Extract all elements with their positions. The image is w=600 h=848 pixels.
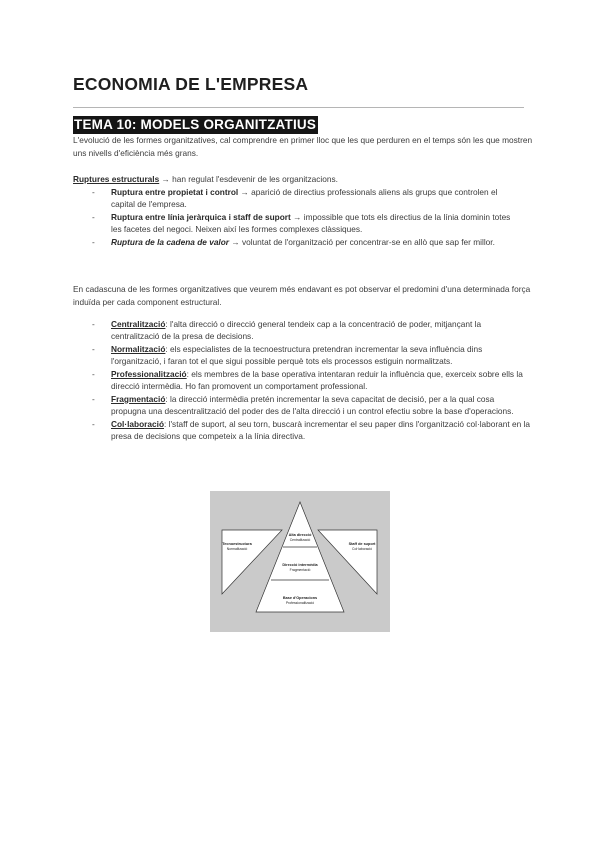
bullet-dash: - — [92, 319, 95, 329]
list-item-label: Col·laboració — [111, 418, 165, 429]
list-item-label: Fragmentació — [111, 393, 166, 404]
bottom-sub: Professionalització — [285, 601, 315, 605]
list-item — [92, 418, 530, 442]
forces-list — [92, 318, 530, 443]
list-item-text: : els membres de la base operativa intentaran reduir la influència que, exerceix sobre ells la direcció intermèdia. Ho fan promovent un comportament professional. — [111, 368, 523, 392]
forces-intro-paragraph: En cadascuna de les formes organitzatives que veurem més endavant es pot observar el predomini d'una determinada força induïda per cada component estructural. — [73, 284, 531, 307]
section-title: TEMA 10: MODELS ORGANITZATIUS — [74, 117, 317, 132]
list-item — [92, 236, 520, 248]
bullet-dash: - — [92, 393, 95, 404]
list-item-label: Ruptura entre propietat i control — [111, 187, 239, 197]
organization-diagram-svg — [210, 491, 390, 632]
list-item — [92, 343, 530, 367]
bullet-dash: - — [92, 211, 95, 222]
list-item-text: : l'alta direcció o direcció general tendeix cap a la concentració de poder, mitjançant la centralització de la presa de decisions. — [111, 319, 482, 342]
top-sub: Centralització — [289, 538, 311, 542]
left-sub: Normalització — [226, 547, 248, 551]
ruptures-list — [92, 186, 520, 249]
list-item — [92, 186, 520, 210]
list-item-label: Professionalització — [111, 368, 187, 379]
list-item-text: : l'staff de suport, al seu torn, buscarà incrementar el seu paper dins l'organització col·laborant en la presa de decisions que competeix a la línia directiva. — [111, 418, 530, 441]
list-item-label: Centralització — [111, 319, 166, 329]
list-item — [92, 211, 520, 235]
ruptures-heading — [73, 173, 533, 186]
list-item-label: Ruptura de la cadena de valor — [111, 236, 230, 247]
top-title: Alta direcció — [288, 533, 312, 537]
list-item-text: → voluntat de l'organització per concentrar-se en allò que sap fer millor. — [229, 236, 495, 247]
right-sub: Col·laboració — [352, 547, 372, 551]
bullet-dash: - — [92, 236, 95, 247]
list-item-label: Normalització — [111, 343, 166, 354]
bullet-dash: - — [92, 187, 95, 197]
bottom-title: Base d'Operacions — [282, 596, 318, 600]
list-item-label: Ruptura entre línia jeràrquica i staff de suport — [111, 211, 291, 222]
intro-paragraph: L'evolució de les formes organitzatives, cal comprendre en primer lloc que les que perduren en el temps són les que mostren uns nivells d'eficiència més grans. — [73, 135, 533, 158]
left-title: Tecnoestructura — [222, 542, 252, 546]
ruptures-heading-text: → han regulat l'esdevenir de les organitzacions. — [159, 174, 338, 184]
list-item-text: : els especialistes de la tecnoestructura pretendran incrementar la seva influència dins l'organització, i faran tot el que sigui possible perquè tots els processos estiguin normalitzats. — [111, 343, 483, 367]
middle-sub: Fragmentació — [289, 568, 311, 572]
bullet-dash: - — [92, 343, 95, 354]
bullet-dash: - — [92, 418, 95, 429]
middle-title: Direcció intermèdia — [282, 563, 318, 567]
list-item-text: → impossible que tots els directius de la línia dominin totes les facetes del negoci. Neixen així les formes complexes clàssiques. — [111, 211, 511, 235]
list-item — [92, 318, 530, 342]
list-item-text: → aparició de directius professionals aliens als grups que controlen el capital de l'empresa. — [111, 187, 498, 210]
title-divider — [73, 107, 524, 108]
list-item — [92, 393, 530, 417]
ruptures-heading-label: Ruptures estructurals — [73, 174, 160, 184]
right-title: Staff de suport — [348, 542, 376, 546]
list-item-text: : la direcció intermèdia pretén incrementar la seva capacitat de decisió, per a la qual cosa propugna una descentralització del poder des de l'alta direcció i un control efectiu sobre la base d'operacions. — [111, 393, 514, 416]
organization-diagram — [210, 491, 390, 632]
document-title: ECONOMIA DE L'EMPRESA — [73, 74, 309, 94]
bullet-dash: - — [92, 368, 95, 379]
list-item — [92, 368, 530, 392]
